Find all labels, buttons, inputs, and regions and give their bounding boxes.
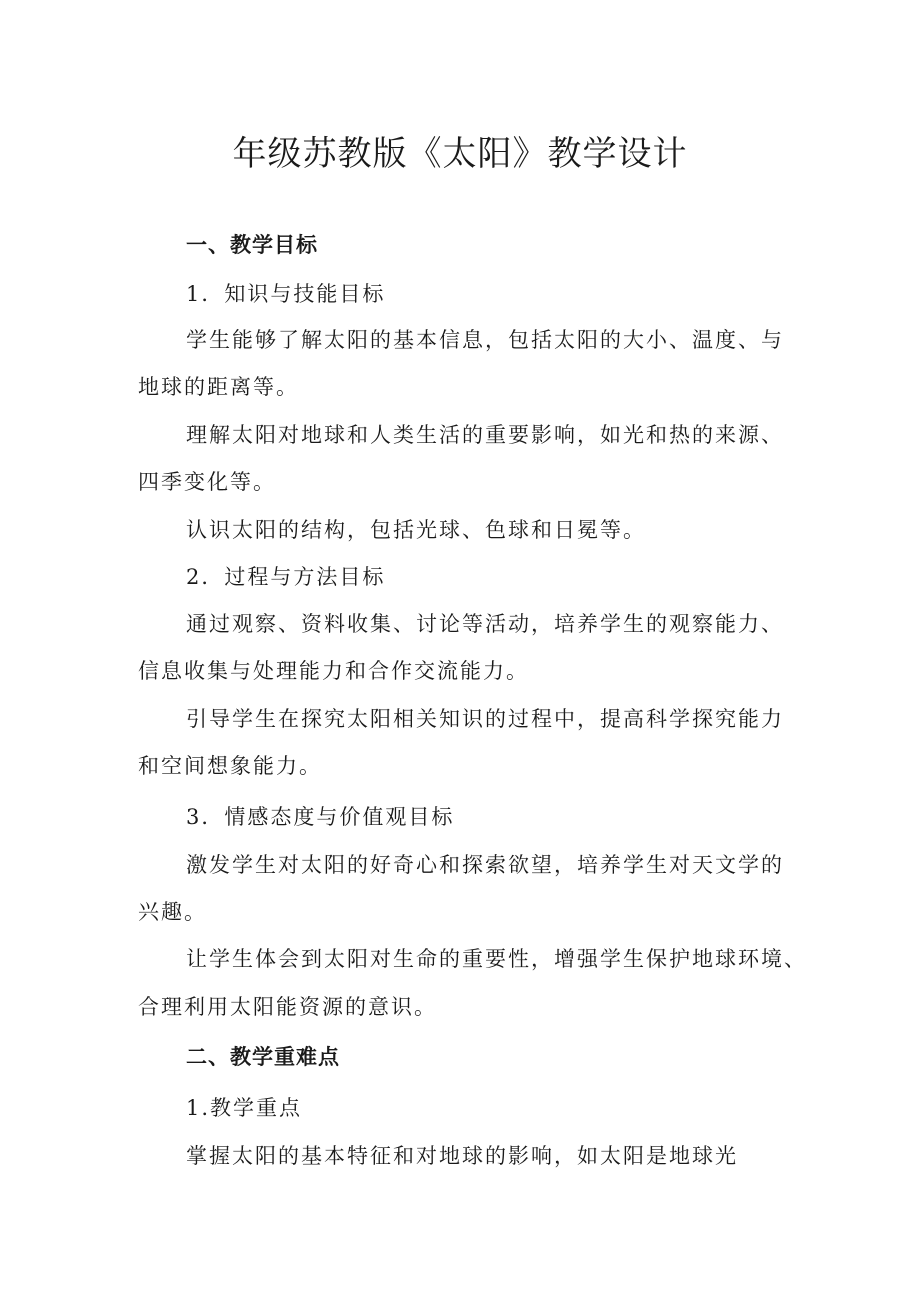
subheading-process-goals: 2．过程与方法目标 <box>186 565 386 589</box>
subheading-knowledge-goals: 1．知识与技能目标 <box>186 282 386 306</box>
subheading-teaching-focus: 1.教学重点 <box>186 1096 303 1120</box>
paragraph-line: 让学生体会到太阳对生命的重要性，增强学生保护地球环境、 <box>186 947 807 971</box>
paragraph-line: 认识太阳的结构，包括光球、色球和日冕等。 <box>186 518 646 542</box>
paragraph-line: 和空间想象能力。 <box>138 754 322 778</box>
section-heading-key-points: 二、教学重难点 <box>186 1045 340 1069</box>
paragraph-line: 兴趣。 <box>138 900 207 924</box>
document-title: 年级苏教版《太阳》教学设计 <box>232 134 688 174</box>
paragraph-line: 四季变化等。 <box>138 470 276 494</box>
section-heading-teaching-goals: 一、教学目标 <box>186 233 318 257</box>
paragraph-line: 学生能够了解太阳的基本信息，包括太阳的大小、温度、与 <box>186 328 784 352</box>
paragraph-line: 引导学生在探究太阳相关知识的过程中，提高科学探究能力 <box>186 707 784 731</box>
paragraph-line: 地球的距离等。 <box>138 375 299 399</box>
paragraph-line: 通过观察、资料收集、讨论等活动，培养学生的观察能力、 <box>186 612 784 636</box>
paragraph-line: 激发学生对太阳的好奇心和探索欲望，培养学生对天文学的 <box>186 853 784 877</box>
subheading-emotion-goals: 3．情感态度与价值观目标 <box>186 805 455 829</box>
paragraph-line: 合理利用太阳能资源的意识。 <box>138 995 437 1019</box>
paragraph-line: 理解太阳对地球和人类生活的重要影响，如光和热的来源、 <box>186 423 784 447</box>
paragraph-line: 掌握太阳的基本特征和对地球的影响，如太阳是地球光 <box>186 1144 738 1168</box>
paragraph-line: 信息收集与处理能力和合作交流能力。 <box>138 659 529 683</box>
